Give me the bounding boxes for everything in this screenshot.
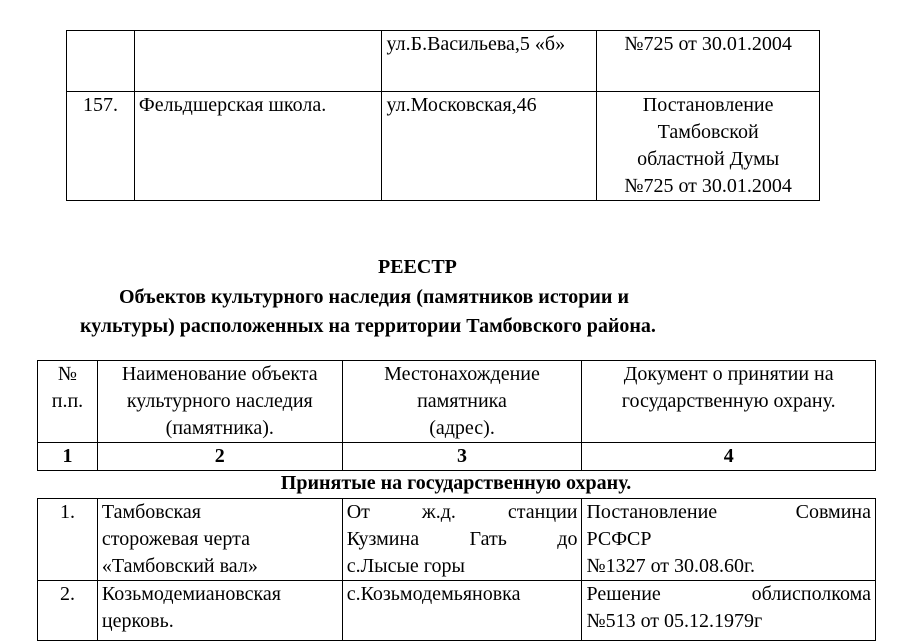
header-line: Местонахождение	[384, 363, 540, 385]
registry-title: РЕЕСТР	[378, 256, 457, 278]
registry-header-table	[37, 360, 876, 471]
header-line: Документ о принятии на	[623, 363, 834, 385]
address-cell: ул.Московская,46	[382, 92, 597, 201]
name-cell: Фельдшерская школа.	[134, 92, 382, 201]
cell-line: От ж.д. станции	[346, 501, 578, 523]
header-line: государственную охрану.	[621, 390, 836, 412]
col-number: 3	[342, 443, 582, 471]
row-name	[97, 499, 342, 581]
header-line: (памятника).	[165, 417, 274, 439]
row-num: 1.	[38, 499, 98, 581]
col-number: 4	[582, 443, 876, 471]
cell-line: Козьмодемиановская	[101, 583, 282, 605]
section-title: Принятые на государственную охрану.	[280, 472, 632, 494]
cell-line: Кузмина Гать до	[346, 528, 578, 550]
cell-line: с.Лысые горы	[346, 555, 465, 577]
header-line: п.п.	[51, 390, 84, 412]
table-row	[38, 581, 876, 641]
address-cell: ул.Б.Васильева,5 «б»	[382, 31, 597, 92]
header-line: №	[57, 363, 78, 385]
cell-line: с.Козьмодемьяновка	[346, 583, 521, 605]
cell-line: «Тамбовский вал»	[101, 555, 258, 577]
header-line: культурного наследия	[126, 390, 313, 412]
cell-line: Решение облисполкома	[586, 583, 871, 605]
header-row	[38, 361, 876, 443]
row-location	[342, 499, 582, 581]
registry-subtitle-line2: культуры) расположенных на территории Тамбовского района.	[80, 315, 656, 337]
cell-line: Постановление Совмина	[586, 501, 871, 523]
header-document	[582, 361, 876, 443]
cell-line: Тамбовская	[101, 501, 201, 523]
row-document	[582, 581, 876, 641]
document-line: №725 от 30.01.2004	[624, 175, 792, 197]
header-line: (адрес).	[429, 417, 495, 439]
cell-line: РСФСР	[586, 528, 652, 550]
cell-line: церковь.	[101, 610, 174, 632]
column-number-row	[38, 443, 876, 471]
document-line: Постановление	[642, 94, 774, 116]
cell-line: №513 от 05.12.1979г	[586, 610, 763, 632]
document-line: областной Думы	[637, 148, 780, 170]
header-num	[38, 361, 98, 443]
document-line: Тамбовской	[657, 121, 759, 143]
table-row	[67, 31, 820, 92]
row-document	[582, 499, 876, 581]
registry-body-table	[37, 498, 876, 641]
row-location	[342, 581, 582, 641]
table-row	[67, 92, 820, 201]
name-cell	[134, 31, 382, 92]
num-cell	[67, 31, 135, 92]
document-cell	[597, 92, 820, 201]
row-num: 2.	[38, 581, 98, 641]
header-name	[97, 361, 342, 443]
document-cell: №725 от 30.01.2004	[597, 31, 820, 92]
header-line: Наименование объекта	[121, 363, 318, 385]
num-cell: 157.	[67, 92, 135, 201]
col-number: 1	[38, 443, 98, 471]
table-row	[38, 499, 876, 581]
cell-line: №1327 от 30.08.60г.	[586, 555, 755, 577]
top-continuation-table	[66, 30, 820, 201]
header-line: памятника	[417, 390, 507, 412]
registry-subtitle-line1: Объектов культурного наследия (памятников истории и	[119, 286, 629, 308]
cell-line: сторожевая черта	[101, 528, 250, 550]
row-name	[97, 581, 342, 641]
header-location	[342, 361, 582, 443]
col-number: 2	[97, 443, 342, 471]
